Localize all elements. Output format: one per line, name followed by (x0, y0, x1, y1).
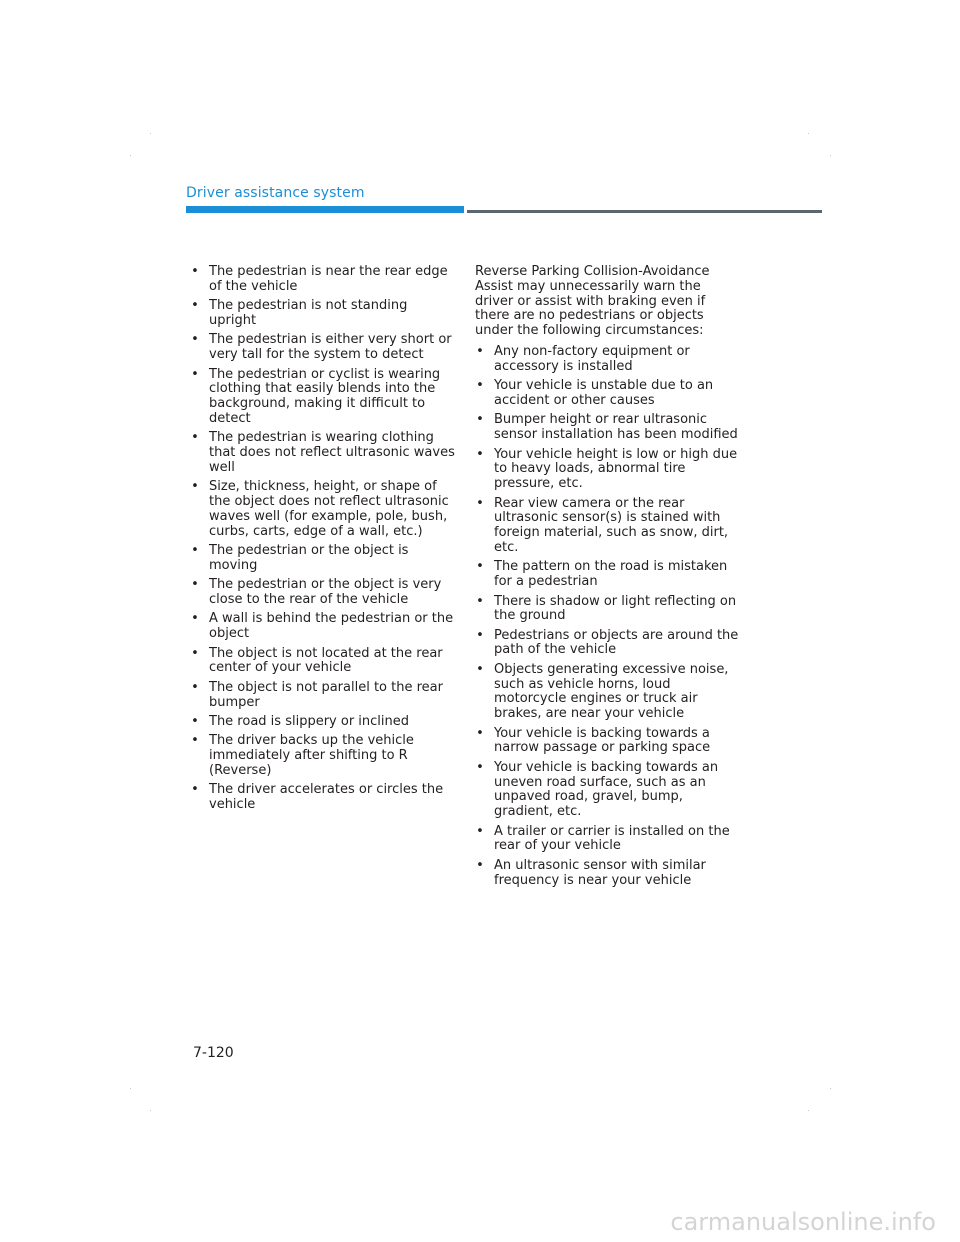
list-item (475, 727, 743, 757)
list-item (190, 783, 458, 813)
list-item-text: The pedestrian is wearing clothing that does not reflect ultrasonic waves well (209, 430, 455, 475)
bullet-icon: • (191, 332, 199, 348)
list-item-text: A trailer or carrier is installed on the rear of your vehicle (494, 823, 730, 854)
list-item-text: The road is slippery or inclined (209, 714, 410, 730)
bullet-icon: • (476, 857, 484, 873)
list-item (190, 734, 458, 778)
list-item-text: The object is not located at the rear center of your vehicle (209, 645, 443, 676)
list-item (190, 578, 458, 608)
list-item (190, 333, 458, 363)
list-item (475, 379, 743, 409)
list-item (475, 663, 743, 722)
list-item-text: Your vehicle is backing towards an uneven road surface, such as an unpaved road, gravel, bump, gradient, etc. (494, 759, 719, 820)
list-item (190, 544, 458, 574)
crop-mark (830, 155, 831, 156)
list-item-text: There is shadow or light reflecting on the ground (494, 593, 737, 624)
bullet-icon: • (476, 446, 484, 462)
crop-mark (830, 1088, 831, 1089)
list-item (475, 629, 743, 659)
list-item-text: The object is not parallel to the rear bumper (209, 679, 443, 710)
bullet-icon: • (191, 645, 199, 661)
bullet-icon: • (191, 264, 199, 279)
list-item-text: Your vehicle height is low or high due to heavy loads, abnormal tire pressure, etc. (494, 446, 738, 492)
list-item (475, 345, 743, 375)
list-item (190, 480, 458, 539)
header-accent-bar (186, 206, 464, 213)
list-item (475, 497, 743, 556)
bullet-icon: • (191, 611, 199, 627)
bullet-icon: • (191, 714, 199, 730)
list-item-text: Pedestrians or objects are around the path of the vehicle (494, 627, 739, 658)
bullet-icon: • (476, 627, 484, 643)
list-item (190, 681, 458, 711)
list-item-text: The pedestrian is near the rear edge of the vehicle (209, 264, 448, 294)
list-item (190, 368, 458, 427)
list-item-text: The driver backs up the vehicle immediately after shifting to R (Reverse) (209, 733, 414, 779)
list-item (190, 612, 458, 642)
bullet-icon: • (476, 495, 484, 511)
list-item (190, 265, 458, 295)
list-item (475, 859, 743, 889)
list-item-text: The pattern on the road is mistaken for a pedestrian (494, 559, 728, 590)
list-item-text: An ultrasonic sensor with similar frequency is near your vehicle (494, 857, 706, 888)
right-column (475, 265, 743, 893)
list-item (190, 647, 458, 677)
list-item-text: The pedestrian or cyclist is wearing clothing that easily blends into the background, making it difficult to detect (209, 366, 441, 426)
crop-mark (808, 1110, 809, 1111)
list-item-text: Bumper height or rear ultrasonic sensor installation has been modified (494, 412, 738, 443)
list-item (475, 761, 743, 820)
crop-mark (150, 133, 151, 134)
list-item (475, 825, 743, 855)
list-item-text: Objects generating excessive noise, such as vehicle horns, loud motorcycle engines or truck air brakes, are near your vehicle (494, 661, 729, 722)
list-item (190, 715, 458, 730)
list-item (190, 299, 458, 329)
crop-mark (150, 1110, 151, 1111)
crop-mark (130, 155, 131, 156)
list-item-text: Your vehicle is backing towards a narrow passage or parking space (494, 725, 711, 756)
bullet-icon: • (476, 559, 484, 575)
list-item-text: The pedestrian or the object is moving (209, 543, 409, 573)
list-item (475, 595, 743, 625)
page-number: 7-120 (193, 1045, 234, 1061)
list-item-text: The pedestrian is not standing upright (209, 298, 408, 328)
list-item-text: The pedestrian is either very short or very tall for the system to detect (209, 332, 452, 363)
bullet-icon: • (476, 593, 484, 609)
intro-paragraph: Reverse Parking Collision-Avoidance Assist may unnecessarily warn the driver or assist with braking even if there are no pedestrians or objects under the following circumstances: (475, 264, 710, 339)
bullet-icon: • (191, 543, 199, 559)
crop-mark (808, 133, 809, 134)
bullet-icon: • (191, 430, 199, 446)
list-item-text: Size, thickness, height, or shape of the object does not reflect ultrasonic waves well (for example, pole, bush, curbs, carts, edge of a wall, etc.) (209, 479, 449, 539)
list-item (190, 431, 458, 475)
list-item-text: Your vehicle is unstable due to an accident or other causes (494, 378, 714, 408)
crop-mark (130, 1088, 131, 1089)
bullet-icon: • (476, 725, 484, 741)
bullet-icon: • (476, 759, 484, 775)
list-item-text: The pedestrian or the object is very close to the rear of the vehicle (209, 577, 442, 608)
list-item (475, 560, 743, 590)
list-item (475, 448, 743, 492)
bullet-icon: • (476, 412, 484, 428)
bullet-icon: • (191, 577, 199, 593)
bullet-icon: • (191, 298, 199, 314)
bullet-icon: • (191, 733, 199, 749)
list-item-text: The driver accelerates or circles the vehicle (209, 782, 444, 813)
bullet-icon: • (476, 378, 484, 394)
bullet-icon: • (191, 479, 199, 495)
watermark: carmanualsonline.info (670, 1208, 936, 1236)
bullet-icon: • (476, 823, 484, 839)
right-bullet-list (475, 345, 743, 888)
list-item (475, 413, 743, 443)
left-bullet-list (190, 265, 458, 813)
bullet-icon: • (476, 343, 484, 359)
header-rule (467, 210, 822, 213)
bullet-icon: • (476, 661, 484, 677)
list-item-text: Rear view camera or the rear ultrasonic sensor(s) is stained with foreign material, such as snow, dirt, etc. (494, 495, 729, 555)
list-item-text: Any non-factory equipment or accessory is installed (494, 343, 690, 374)
bullet-icon: • (191, 679, 199, 695)
bullet-icon: • (191, 782, 199, 798)
section-title: Driver assistance system (186, 185, 365, 201)
bullet-icon: • (191, 366, 199, 382)
list-item-text: A wall is behind the pedestrian or the object (209, 611, 454, 642)
left-column (190, 265, 458, 818)
